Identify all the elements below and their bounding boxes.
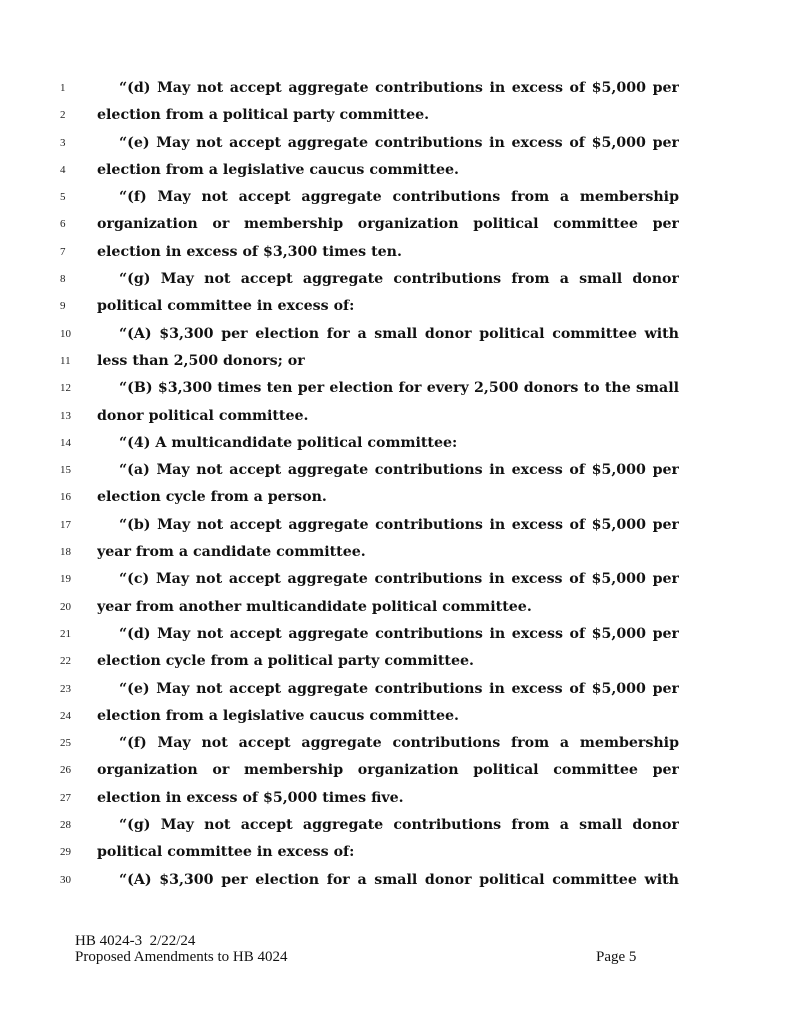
- line-text: election cycle from a political party committee.: [97, 653, 474, 670]
- numbered-text-lines: [0, 75, 800, 894]
- line-text: election in excess of $5,000 times five.: [97, 789, 404, 806]
- line-number: 9: [60, 300, 66, 313]
- line-number: 17: [60, 518, 71, 531]
- footer-title: Proposed Amendments to HB 4024: [75, 949, 288, 965]
- line-number: 13: [60, 409, 71, 422]
- text-line: [0, 239, 800, 266]
- line-number: 8: [60, 273, 66, 286]
- line-number: 29: [60, 846, 71, 859]
- text-line: [0, 102, 800, 129]
- text-line: [0, 730, 800, 757]
- line-number: 2: [60, 109, 66, 122]
- line-text: organization or membership organization political committee per: [97, 762, 679, 779]
- line-text: “(g) May not accept aggregate contributions from a small donor: [119, 817, 679, 834]
- line-number: 20: [60, 600, 71, 613]
- line-text: political committee in excess of:: [97, 844, 355, 861]
- text-line: [0, 211, 800, 238]
- line-text: organization or membership organization political committee per: [97, 216, 679, 233]
- text-line: [0, 867, 800, 894]
- text-line: [0, 812, 800, 839]
- text-line: [0, 403, 800, 430]
- text-line: [0, 512, 800, 539]
- text-line: [0, 348, 800, 375]
- line-number: 21: [60, 627, 71, 640]
- text-line: [0, 676, 800, 703]
- line-number: 12: [60, 382, 71, 395]
- text-line: [0, 484, 800, 511]
- line-text: “(f) May not accept aggregate contributions from a membership: [119, 189, 679, 206]
- text-line: [0, 75, 800, 102]
- text-line: [0, 621, 800, 648]
- line-text: “(A) $3,300 per election for a small donor political committee with: [119, 871, 679, 888]
- line-text: election cycle from a person.: [97, 489, 327, 506]
- line-number: 3: [60, 136, 66, 149]
- line-text: “(d) May not accept aggregate contributions in excess of $5,000 per: [119, 625, 679, 642]
- line-number: 22: [60, 655, 71, 668]
- text-line: [0, 130, 800, 157]
- line-number: 11: [60, 354, 71, 367]
- line-text: “(b) May not accept aggregate contributions in excess of $5,000 per: [119, 516, 679, 533]
- line-number: 16: [60, 491, 71, 504]
- line-number: 18: [60, 546, 71, 559]
- line-text: year from another multicandidate political committee.: [97, 598, 532, 615]
- line-number: 15: [60, 464, 71, 477]
- line-text: election from a legislative caucus committee.: [97, 707, 459, 724]
- line-number: 23: [60, 682, 71, 695]
- text-line: [0, 757, 800, 784]
- text-line: [0, 566, 800, 593]
- line-text: “(f) May not accept aggregate contributions from a membership: [119, 735, 679, 752]
- text-line: [0, 457, 800, 484]
- line-text: donor political committee.: [97, 407, 309, 424]
- line-number: 25: [60, 737, 71, 750]
- text-line: [0, 703, 800, 730]
- text-line: [0, 539, 800, 566]
- line-text: election from a legislative caucus committee.: [97, 161, 459, 178]
- line-text: election from a political party committee.: [97, 107, 430, 124]
- line-number: 5: [60, 191, 66, 204]
- text-line: [0, 430, 800, 457]
- line-number: 19: [60, 573, 71, 586]
- line-text: election in excess of $3,300 times ten.: [97, 243, 402, 260]
- text-line: [0, 648, 800, 675]
- line-text: “(d) May not accept aggregate contributions in excess of $5,000 per: [119, 80, 679, 96]
- text-line: [0, 293, 800, 320]
- line-text: “(g) May not accept aggregate contributions from a small donor: [119, 271, 679, 288]
- line-text: “(e) May not accept aggregate contributions in excess of $5,000 per: [119, 134, 679, 151]
- footer-page-number: Page 5: [596, 949, 637, 965]
- footer-doc-id: HB 4024-3 2/22/24: [75, 933, 196, 949]
- line-number: 26: [60, 764, 71, 777]
- line-text: “(c) May not accept aggregate contributions in excess of $5,000 per: [119, 571, 679, 588]
- text-line: [0, 157, 800, 184]
- line-text: political committee in excess of:: [97, 298, 355, 315]
- text-line: [0, 594, 800, 621]
- text-line: [0, 184, 800, 211]
- line-text: “(a) May not accept aggregate contributions in excess of $5,000 per: [119, 462, 679, 479]
- line-number: 6: [60, 218, 66, 231]
- line-number: 10: [60, 327, 71, 340]
- line-number: 30: [60, 873, 71, 886]
- line-number: 4: [60, 163, 66, 176]
- line-number: 27: [60, 791, 71, 804]
- line-text: less than 2,500 donors; or: [97, 352, 305, 369]
- text-line: [0, 321, 800, 348]
- line-text: year from a candidate committee.: [97, 544, 366, 561]
- line-text: “(B) $3,300 times ten per election for every 2,500 donors to the small: [119, 380, 679, 397]
- line-text: “(A) $3,300 per election for a small donor political committee with: [119, 325, 679, 342]
- line-number: 1: [60, 82, 66, 94]
- text-line: [0, 375, 800, 402]
- line-text: “(4) A multicandidate political committee:: [119, 434, 458, 451]
- line-text: “(e) May not accept aggregate contributions in excess of $5,000 per: [119, 680, 679, 697]
- text-line: [0, 785, 800, 812]
- line-number: 7: [60, 245, 66, 258]
- page-footer: [75, 933, 675, 965]
- line-number: 14: [60, 436, 71, 449]
- line-number: 28: [60, 819, 71, 832]
- text-line: [0, 839, 800, 866]
- text-line: [0, 266, 800, 293]
- line-number: 24: [60, 709, 71, 722]
